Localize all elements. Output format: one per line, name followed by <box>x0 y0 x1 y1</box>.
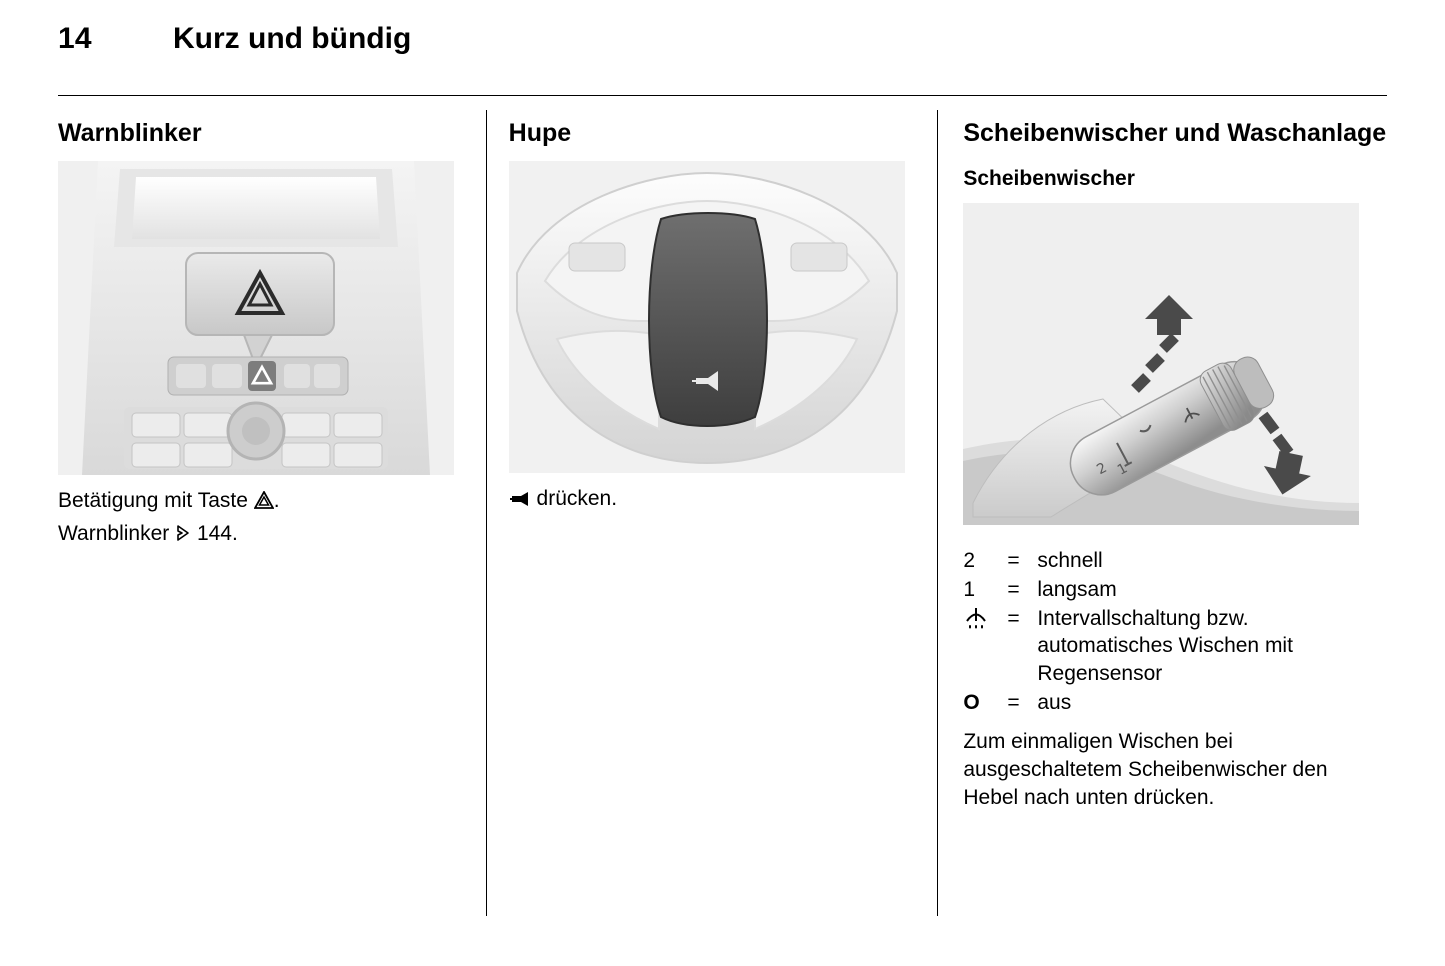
legend-key-2: 2 <box>963 548 976 572</box>
hazard-warning-switch-photo <box>58 161 454 475</box>
dashboard-illustration <box>58 161 454 475</box>
warnblinker-instruction-1-suffix: . <box>273 488 280 512</box>
column-hupe <box>486 110 938 916</box>
legend-equals: = <box>1007 607 1020 631</box>
header-divider <box>58 95 1387 96</box>
warnblinker-crossref-label: Warnblinker <box>58 522 170 546</box>
legend-value-langsam: langsam <box>1037 577 1117 601</box>
warnblinker-crossref-page: 144. <box>196 522 238 546</box>
hupe-instruction <box>509 485 908 515</box>
svg-text:2: 2 <box>1094 459 1110 478</box>
horn-icon <box>509 487 531 515</box>
page-reference-arrow-icon <box>175 522 191 550</box>
steering-wheel-horn-photo <box>509 161 905 473</box>
hazard-warning-triangle-icon <box>254 489 274 517</box>
legend-row <box>963 576 1387 603</box>
page-columns <box>58 110 1387 916</box>
legend-equals: = <box>1007 690 1020 714</box>
wiper-stalk-photo <box>963 203 1359 525</box>
column-warnblinker <box>58 110 486 916</box>
section-title-warnblinker: Warnblinker <box>58 119 202 147</box>
warnblinker-instruction-1 <box>58 487 456 517</box>
legend-value-intervall: Intervallschaltung bzw. automatisches Wischen mit Regensensor <box>1037 607 1293 685</box>
legend-value-aus: aus <box>1037 690 1072 714</box>
legend-equals: = <box>1007 577 1020 601</box>
subsection-title-scheibenwischer: Scheibenwischer <box>963 166 1135 190</box>
wiper-stalk-illustration <box>963 203 1359 525</box>
legend-row <box>963 605 1387 687</box>
legend-key-off: O <box>963 690 980 714</box>
section-title-hupe: Hupe <box>508 119 572 147</box>
wiper-paragraph: Zum einmaligen Wischen bei ausgeschaltetem Scheibenwischer den Hebel nach unten drücken. <box>963 730 1328 810</box>
wiper-intermittent-icon <box>963 605 1007 636</box>
section-title-scheibenwischer: Scheibenwischer und Waschanlage <box>963 119 1387 147</box>
chapter-title: Kurz und bündig <box>173 22 412 55</box>
warnblinker-instruction-1-text: Betätigung mit Taste <box>58 488 248 512</box>
steering-wheel-illustration <box>509 161 905 473</box>
warnblinker-instruction-2 <box>58 520 456 550</box>
legend-value-schnell: schnell <box>1037 548 1103 572</box>
wiper-legend <box>963 547 1387 717</box>
column-scheibenwischer <box>937 110 1387 916</box>
page-header <box>58 22 1387 82</box>
legend-key-1: 1 <box>963 577 976 601</box>
legend-row <box>963 689 1387 716</box>
svg-text:1: 1 <box>1115 459 1131 479</box>
hupe-instruction-text: drücken. <box>536 486 618 510</box>
page-number: 14 <box>58 22 92 55</box>
legend-row <box>963 547 1387 574</box>
legend-equals: = <box>1007 548 1020 572</box>
